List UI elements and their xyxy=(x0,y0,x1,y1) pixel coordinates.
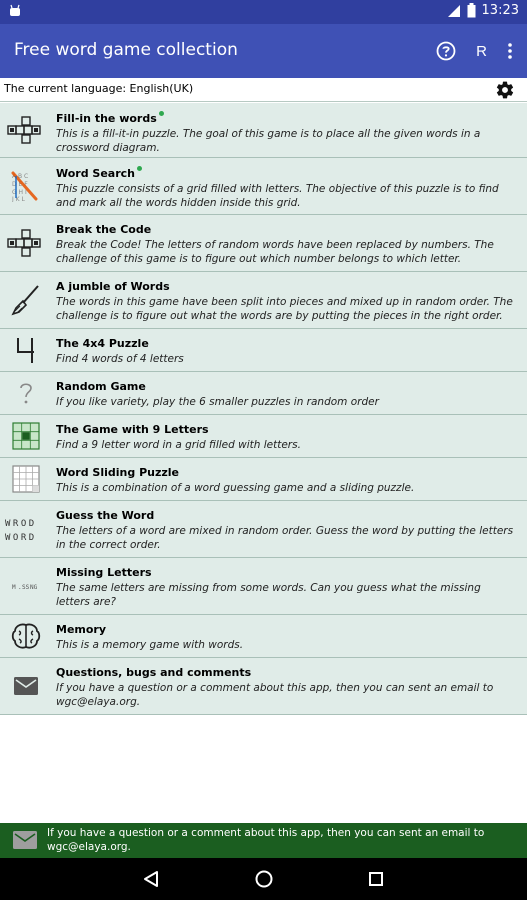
new-indicator xyxy=(137,166,142,171)
current-language-label: The current language: English(UK) xyxy=(4,82,194,95)
list-item-fill-in-the-words[interactable] xyxy=(0,103,527,158)
home-circle-icon[interactable] xyxy=(254,869,274,889)
game-description: If you like variety, play the 6 smaller puzzles in random order xyxy=(56,396,379,408)
list-item-break-the-code[interactable] xyxy=(0,215,527,272)
app-bar-actions xyxy=(436,24,513,78)
game-title: Word Sliding Puzzle xyxy=(56,466,179,479)
game-list xyxy=(0,103,527,715)
game-description: If you have a question or a comment about this app, then you can sent an email to wgc@elaya.org. xyxy=(56,682,494,708)
mail-icon xyxy=(13,831,37,849)
more-vert-icon[interactable] xyxy=(507,42,513,60)
list-item-the-4x4-puzzle[interactable] xyxy=(0,329,527,372)
game-description: This is a fill-it-in puzzle. The goal of this game is to place all the given words in a crossword diagram. xyxy=(56,128,481,154)
gear-icon[interactable] xyxy=(495,80,515,100)
game-description: The words in this game have been split into pieces and mixed up in random order. The challenge is to figure out what the words are by putting the pieces in the right order. xyxy=(56,296,513,322)
game-title: Fill-in the words xyxy=(56,112,157,125)
game-title: The 4x4 Puzzle xyxy=(56,337,149,350)
list-item-the-game-with-9-letters[interactable] xyxy=(0,415,527,458)
game-description: Find 4 words of 4 letters xyxy=(56,353,184,365)
app-bar xyxy=(0,24,527,78)
game-title: Questions, bugs and comments xyxy=(56,666,252,679)
language-bar xyxy=(0,78,527,102)
icon-text-scrambled: WROD xyxy=(5,519,37,529)
game-title: Break the Code xyxy=(56,223,152,236)
game-description: Find a 9 letter word in a grid filled with letters. xyxy=(56,439,301,451)
game-description: The letters of a word are mixed in random order. Guess the word by putting the letters in the correct order. xyxy=(56,525,514,551)
question-mark-icon xyxy=(0,372,52,414)
icon-text-m: M xyxy=(12,584,16,591)
word-search-icon xyxy=(0,158,52,214)
status-time: 13:23 xyxy=(481,3,519,18)
icon-text-dot: . xyxy=(18,584,22,591)
recents-square-icon[interactable] xyxy=(366,869,386,889)
svg-text:A B C: A B C xyxy=(12,173,29,180)
list-item-memory[interactable] xyxy=(0,615,527,658)
new-indicator xyxy=(159,111,164,116)
icon-text-solved: WORD xyxy=(5,533,37,543)
game-description: This is a memory game with words. xyxy=(56,639,244,651)
svg-text:G H I: G H I xyxy=(12,189,27,196)
list-item-word-sliding-puzzle[interactable] xyxy=(0,458,527,501)
list-item-questions-bugs-and-comments[interactable] xyxy=(0,658,527,715)
signal-icon xyxy=(447,4,461,18)
list-item-a-jumble-of-words[interactable] xyxy=(0,272,527,329)
battery-icon xyxy=(467,3,476,18)
bottom-contact-banner[interactable] xyxy=(0,823,527,858)
navigation-bar xyxy=(0,858,527,900)
r-action-button[interactable]: R xyxy=(476,42,487,60)
game-description: Break the Code! The letters of random words have been replaced by numbers. The challenge of this game is to figure out which number belongs to which letter. xyxy=(56,239,494,265)
game-title: The Game with 9 Letters xyxy=(56,423,209,436)
contact-message: If you have a question or a comment about this app, then you can sent an email to wgc@elaya.org. xyxy=(47,827,485,853)
mail-icon xyxy=(0,658,52,714)
help-circle-icon[interactable] xyxy=(436,41,456,61)
game-description: This is a combination of a word guessing game and a sliding puzzle. xyxy=(56,482,415,494)
four-icon xyxy=(0,329,52,371)
app-title: Free word game collection xyxy=(14,40,238,60)
crossword-grid-icon xyxy=(0,103,52,157)
list-item-missing-letters[interactable] xyxy=(0,558,527,615)
game-title: Random Game xyxy=(56,380,146,393)
game-title: Guess the Word xyxy=(56,509,155,522)
game-title: Word Search xyxy=(56,167,136,180)
broom-icon xyxy=(0,272,52,328)
sliding-puzzle-icon xyxy=(0,458,52,500)
game-description: The same letters are missing from some words. Can you guess what the missing letters are? xyxy=(56,582,481,608)
svg-text:J K L: J K L xyxy=(12,196,25,202)
android-notification-icon xyxy=(8,4,22,18)
code-grid-icon xyxy=(0,215,52,271)
icon-text-ng: NG xyxy=(30,584,38,591)
list-item-random-game[interactable] xyxy=(0,372,527,415)
missing-letters-icon xyxy=(0,558,52,614)
game-description: This puzzle consists of a grid filled with letters. The objective of this puzzle is to find and mark all the words hidden inside this grid. xyxy=(56,183,499,209)
status-bar xyxy=(0,0,527,24)
back-triangle-icon[interactable] xyxy=(141,869,161,889)
brain-icon xyxy=(0,615,52,657)
icon-text-ss: SS xyxy=(22,584,30,591)
svg-text:D E F: D E F xyxy=(12,181,28,188)
nine-letter-grid-icon xyxy=(0,415,52,457)
status-right xyxy=(447,3,519,18)
word-letters-icon xyxy=(0,501,52,557)
list-item-word-search[interactable] xyxy=(0,158,527,215)
game-title: A jumble of Words xyxy=(56,280,170,293)
game-title: Memory xyxy=(56,623,107,636)
list-item-guess-the-word[interactable] xyxy=(0,501,527,558)
game-title: Missing Letters xyxy=(56,566,152,579)
